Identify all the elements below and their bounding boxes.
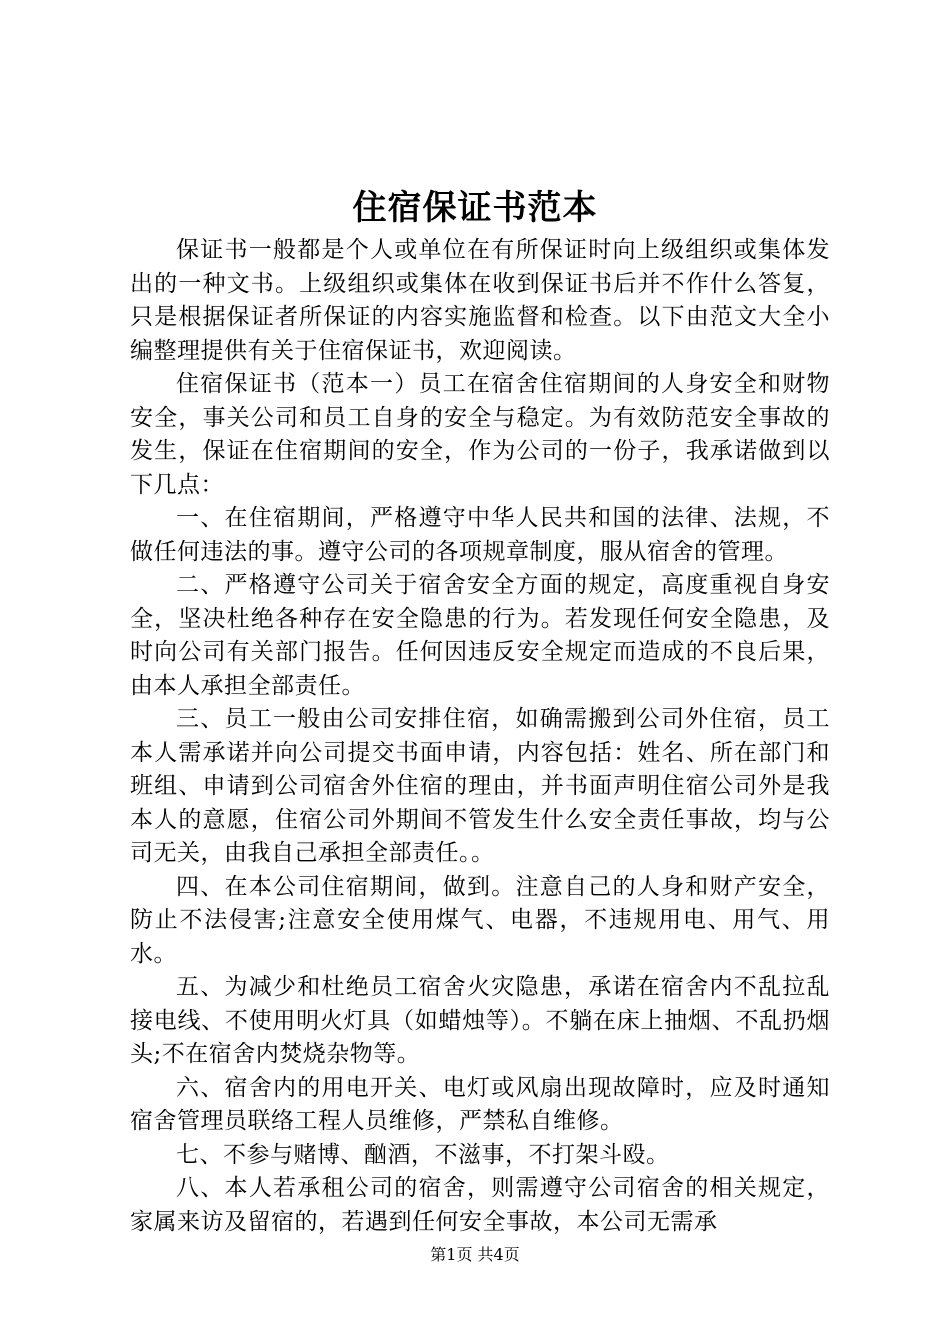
paragraph-item-7: 七、不参与赌博、酗酒，不滋事，不打架斗殴。: [176, 1141, 670, 1168]
paragraph-item-8: 八、本人若承租公司的宿舍，则需遵守公司宿舍的相关规定，家属来访及留宿的，若遇到任何安全事故，本公司无需承: [130, 1175, 830, 1235]
paragraph-item-3: 三、员工一般由公司安排住宿，如确需搬到公司外住宿，员工本人需承诺并向公司提交书面申请，内容包括：姓名、所在部门和班组、申请到公司宿舍外住宿的理由，并书面声明住宿公司外是我本人的意愿，住宿公司外期间不管发生什么安全责任事故，均与公司无关，由我自己承担全部责任。。: [130, 706, 830, 866]
paragraph-item-6: 六、宿舍内的用电开关、电灯或风扇出现故障时，应及时通知宿舍管理员联络工程人员维修，严禁私自维修。: [130, 1074, 830, 1134]
paragraph-item-2: 二、严格遵守公司关于宿舍安全方面的规定，高度重视自身安全，坚决杜绝各种存在安全隐患的行为。若发现任何安全隐患，及时向公司有关部门报告。任何因违反安全规定而造成的不良后果，由本人承担全部责任。: [130, 572, 830, 699]
paragraph-item-4: 四、在本公司住宿期间，做到。注意自己的人身和财产安全，防止不法侵害;注意安全使用煤气、电器，不违规用电、用气、用水。: [130, 873, 830, 967]
page-footer: 第1页 共4页: [430, 1245, 520, 1264]
document-title: 住宿保证书范本: [352, 188, 598, 228]
paragraph-item-5: 五、为减少和杜绝员工宿舍火灾隐患，承诺在宿舍内不乱拉乱接电线、不使用明火灯具（如蜡烛等）。不躺在床上抽烟、不乱扔烟头;不在宿舍内焚烧杂物等。: [130, 974, 830, 1067]
paragraph-intro: 保证书一般都是个人或单位在有所保证时向上级组织或集体发出的一种文书。上级组织或集体在收到保证书后并不作什么答复，只是根据保证者所保证的内容实施监督和检查。以下由范文大全小编整理提供有关于住宿保证书，欢迎阅读。: [130, 237, 830, 364]
paragraph-sample-one: 住宿保证书（范本一）员工在宿舍住宿期间的人身安全和财物安全，事关公司和员工自身的安全与稳定。为有效防范安全事故的发生，保证在住宿期间的安全，作为公司的一份子，我承诺做到以下几点：: [130, 371, 830, 498]
paragraph-item-1: 一、在住宿期间，严格遵守中华人民共和国的法律、法规，不做任何违法的事。遵守公司的各项规章制度，服从宿舍的管理。: [130, 505, 830, 565]
document-body: [130, 234, 830, 1239]
